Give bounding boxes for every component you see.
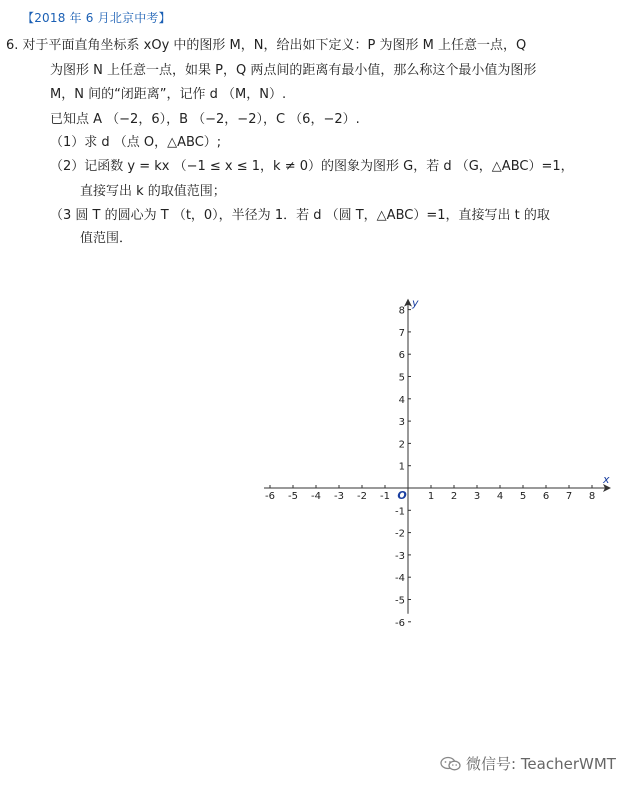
y-tick-label: 2 — [398, 439, 405, 451]
x-tick-label: 5 — [519, 491, 527, 502]
wechat-icon — [440, 756, 462, 776]
x-tick-label: -6 — [265, 491, 275, 502]
origin-label: O — [397, 489, 407, 502]
x-axis-label: x — [603, 473, 610, 486]
x-tick-label: -4 — [311, 491, 321, 502]
x-tick-label: 3 — [473, 491, 481, 502]
question-number: 6 — [6, 38, 15, 53]
watermark-text: 微信号: TeacherWMT — [466, 755, 616, 773]
y-tick-label: 5 — [398, 372, 405, 384]
y-tick-label: -5 — [395, 595, 405, 607]
y-tick-label: 1 — [398, 461, 405, 473]
y-tick-label: 4 — [398, 394, 405, 406]
y-tick-label: -4 — [395, 573, 405, 585]
x-tick-label: -2 — [357, 491, 367, 502]
part-3-line-2: 值范围． — [80, 231, 133, 246]
part-1: （1）求 d （点 O，△ABC）; — [50, 135, 222, 150]
x-tick-label: 7 — [565, 491, 573, 502]
question-line-3: M，N 间的“闭距离”，记作 d （M，N）. — [50, 87, 287, 102]
x-tick-label: -5 — [288, 491, 298, 502]
question-line-4: 已知点 A （−2，6），B （−2，−2），C （6，−2）. — [50, 112, 360, 127]
x-tick-label: 1 — [427, 491, 435, 502]
question-line-2: 为图形 N 上任意一点，如果 P，Q 两点间的距离有最小值，那么称这个最小值为图形 — [50, 63, 537, 78]
y-tick-label: 8 — [398, 305, 405, 317]
y-tick-label: 6 — [398, 350, 405, 362]
y-tick-label: -1 — [395, 506, 405, 518]
x-tick-label: -3 — [334, 491, 344, 502]
y-tick-label: -3 — [395, 550, 405, 562]
part-2-line-1: （2）记函数 y = kx （−1 ≤ x ≤ 1，k ≠ 0）的图象为图形 G，若 d （G，△ABC）=1， — [50, 159, 574, 174]
x-tick-label: 4 — [496, 491, 504, 502]
y-tick-label: -6 — [395, 617, 405, 629]
y-tick-label: 7 — [398, 327, 405, 339]
y-tick-label: -2 — [395, 528, 405, 540]
x-tick-label: 2 — [450, 491, 458, 502]
x-tick-label: 6 — [542, 491, 550, 502]
part-3-line-1: （3 圆 T 的圆心为 T （t，0），半径为 1．若 d （圆 T，△ABC）=1，直接写出 t 的取 — [50, 208, 550, 223]
y-axis-label: y — [412, 296, 419, 310]
part-2-line-2: 直接写出 k 的取值范围； — [80, 184, 226, 199]
source-tag: 【2018 年 6 月北京中考】 — [22, 11, 171, 25]
x-tick-label: -1 — [380, 491, 390, 502]
y-tick-label: 3 — [398, 417, 405, 429]
watermark — [440, 753, 616, 776]
question-line-1: . 对于平面直角坐标系 xOy 中的图形 M，N，给出如下定义：P 为图形 M 上任意一点，Q — [14, 38, 527, 53]
x-tick-label: 8 — [588, 491, 596, 502]
